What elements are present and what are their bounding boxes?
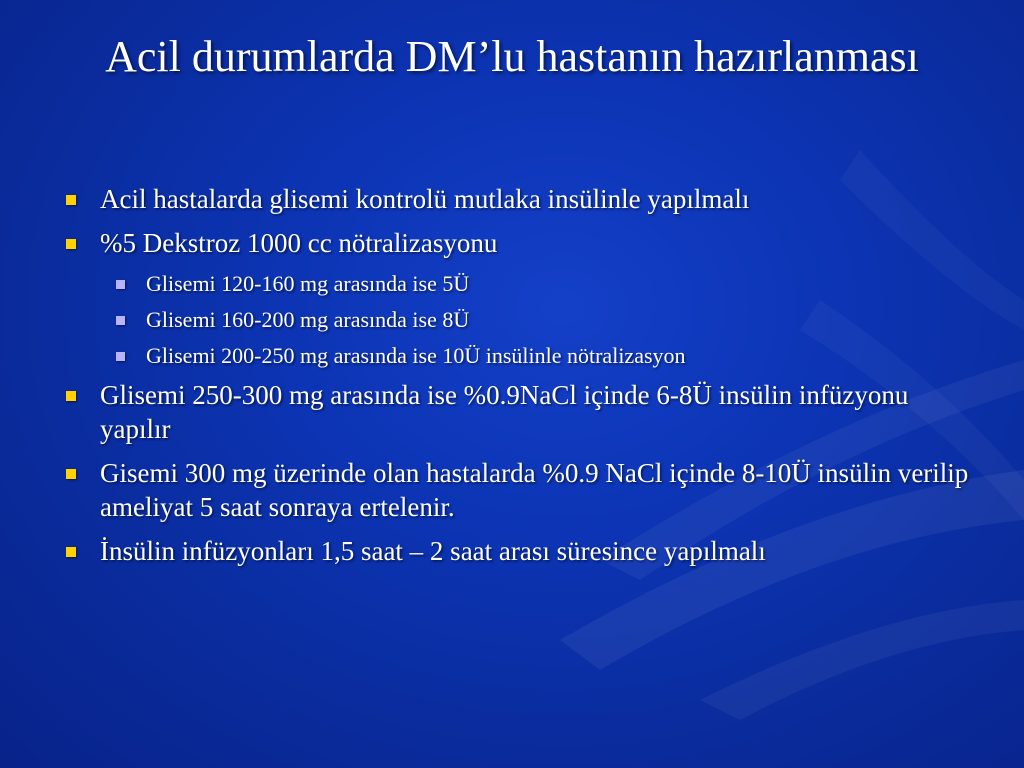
bullet-item [60,182,980,216]
square-bullet-icon [66,391,76,401]
sub-bullet-text: Glisemi 160-200 mg arasında ise 8Ü [146,307,470,332]
square-sub-bullet-icon [116,352,125,361]
slide-title: Acil durumlarda DM’lu hastanın hazırlanması [105,32,919,81]
sub-bullet-item [60,342,980,370]
sub-bullet-item [60,306,980,334]
square-bullet-icon [66,195,76,205]
bullet-text: Acil hastalarda glisemi kontrolü mutlaka insülinle yapılmalı [100,184,750,214]
square-bullet-icon [66,547,76,557]
bullet-item [60,534,980,568]
bullet-text: Gisemi 300 mg üzerinde olan hastalarda %0.9 NaCl içinde 8-10Ü insülin verilip ameliyat 5 saat sonraya ertelenir. [100,458,969,522]
bullet-text: Glisemi 250-300 mg arasında ise %0.9NaCl içinde 6-8Ü insülin infüzyonu yapılır [100,380,909,444]
sub-bullet-text: Glisemi 200-250 mg arasında ise 10Ü insülinle nötralizasyon [146,343,686,368]
square-sub-bullet-icon [116,316,125,325]
square-bullet-icon [66,239,76,249]
bullet-text: İnsülin infüzyonları 1,5 saat – 2 saat arası süresince yapılmalı [100,536,766,566]
bullet-item [60,456,980,524]
bullet-list [60,182,980,578]
square-sub-bullet-icon [116,280,125,289]
sub-bullet-item [60,270,980,298]
bullet-item [60,226,980,260]
square-bullet-icon [66,469,76,479]
sub-bullet-text: Glisemi 120-160 mg arasında ise 5Ü [146,271,470,296]
bullet-text: %5 Dekstroz 1000 cc nötralizasyonu [100,228,498,258]
bullet-item [60,378,980,446]
